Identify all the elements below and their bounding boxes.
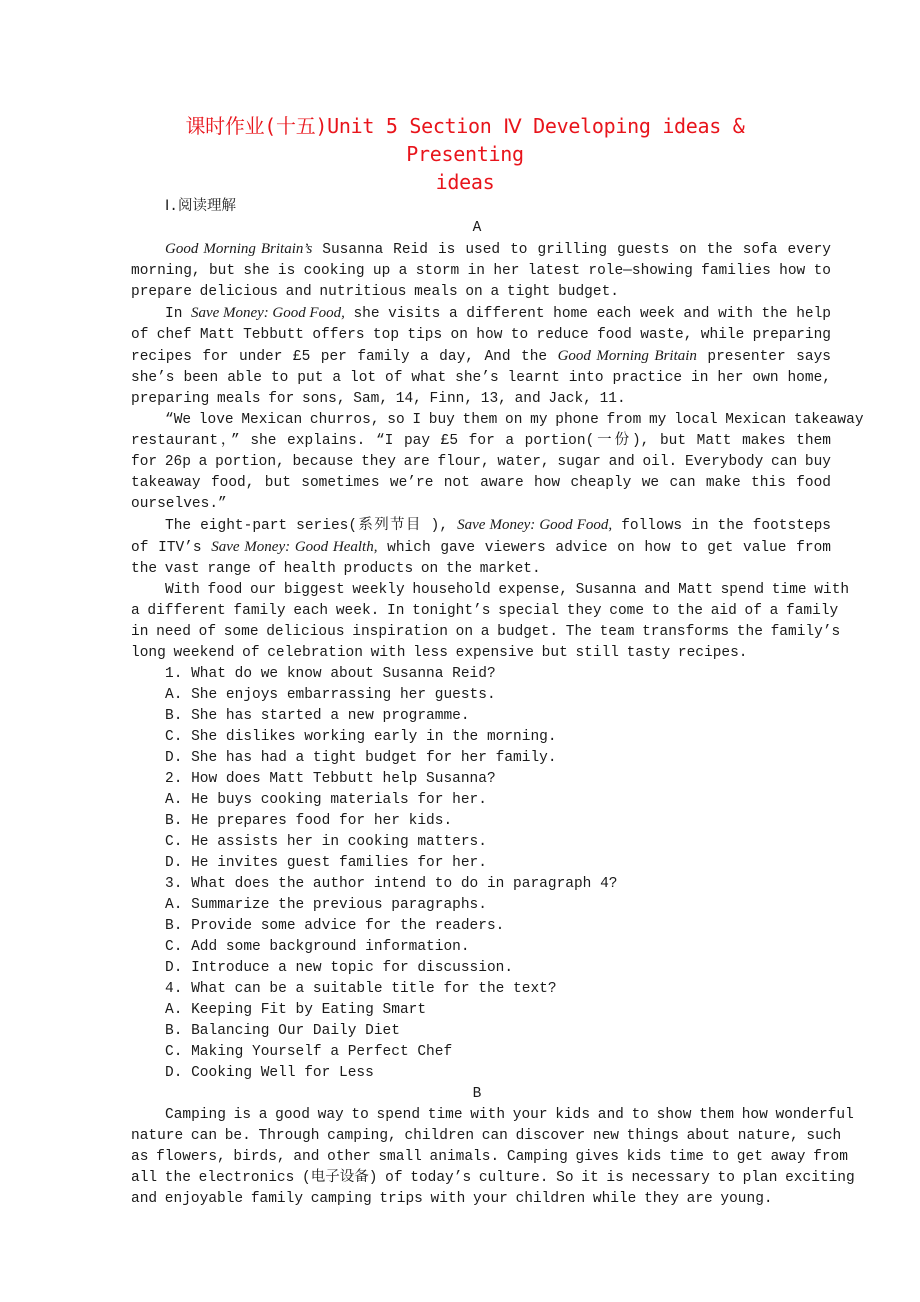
text-line [131, 559, 831, 580]
text-line [131, 368, 831, 389]
text-span: ourselves.” [131, 496, 227, 512]
italic-title-text: Save Money: Good Health, [211, 539, 378, 555]
text-line [131, 1189, 831, 1210]
text-span: she’s been able to put a lot of what she’s learnt into practice in her own home, [131, 370, 831, 386]
text-span: nature can be. Through camping, children can discover new things about nature, such [131, 1128, 842, 1144]
document-page [131, 112, 864, 1210]
passage-a-paragraph [131, 239, 831, 303]
text-line [131, 325, 831, 346]
italic-title-text: Save Money: Good Food, [191, 305, 345, 321]
passage-a-paragraph [131, 303, 831, 410]
answer-option: C. Add some background information. [165, 939, 470, 955]
answer-option: C. Making Yourself a Perfect Chef [165, 1044, 453, 1060]
answer-option: A. Keeping Fit by Eating Smart [165, 1002, 427, 1018]
text-line [131, 410, 864, 431]
text-line [131, 473, 831, 494]
question-stem: 3. What does the author intend to do in paragraph 4? [165, 876, 618, 892]
answer-option: D. Introduce a new topic for discussion. [165, 960, 514, 976]
passage-a-paragraph [131, 515, 831, 580]
text-span: she visits a different home each week and with the help [344, 306, 832, 322]
section-heading-reading: Ⅰ.阅读理解 [165, 199, 236, 215]
passage-b-body [131, 1105, 855, 1210]
passage-b-paragraph [131, 1105, 855, 1210]
text-line [131, 1168, 855, 1189]
text-span: in need of some delicious inspiration on a budget. The team transforms the family’s [131, 624, 841, 640]
text-line [131, 537, 831, 559]
passage-a-label: A [472, 220, 482, 236]
passage-a-paragraph [131, 580, 850, 664]
answer-option: B. He prepares food for her kids. [165, 813, 453, 829]
text-line [131, 622, 841, 643]
passage-a-paragraph [131, 410, 864, 515]
text-span: recipes for under £5 per family a day, And the [131, 349, 558, 365]
text-line [131, 303, 831, 325]
text-line [131, 643, 831, 664]
text-line [131, 239, 831, 261]
text-span: of ITV’s [131, 540, 212, 556]
text-span: presenter says [696, 349, 831, 365]
italic-title-text: Good Morning Britain [165, 241, 304, 257]
answer-option: A. Summarize the previous paragraphs. [165, 897, 487, 913]
answer-option: A. She enjoys embarrassing her guests. [165, 687, 496, 703]
text-span: the vast range of health products on the market. [131, 561, 541, 577]
text-span: restaurant，” she explains. “I pay £5 for a portion(一份), but Matt makes them [131, 433, 831, 449]
answer-option: C. She dislikes working early in the morning. [165, 729, 557, 745]
answer-option: D. He invites guest families for her. [165, 855, 487, 871]
answer-option: D. She has had a tight budget for her family. [165, 750, 557, 766]
answer-option: C. He assists her in cooking matters. [165, 834, 487, 850]
text-span: Susanna Reid is used to grilling guests on the sofa every [312, 242, 831, 258]
text-span: long weekend of celebration with less expensive but still tasty recipes. [131, 645, 748, 661]
text-span: as flowers, birds, and other small animals. Camping gives kids time to get away from [131, 1149, 848, 1165]
text-span: a different family each week. In tonight’s special they come to the aid of a family [131, 603, 839, 619]
title-line-1: 课时作业(十五)Unit 5 Section Ⅳ Developing ideas & Presenting [185, 114, 745, 166]
text-line [131, 1147, 848, 1168]
document-title [131, 112, 799, 196]
text-line [131, 1105, 854, 1126]
text-line [131, 452, 831, 473]
text-span: all the electronics (电子设备) of today’s culture. So it is necessary to plan exciting [131, 1170, 855, 1186]
text-span: morning, but she is cooking up a storm in her latest role—showing families how to [131, 263, 831, 279]
text-span: and enjoyable family camping trips with your children while they are young. [131, 1191, 773, 1207]
answer-option: B. She has started a new programme. [165, 708, 470, 724]
text-span: preparing meals for sons, Sam, 14, Finn, 13, and Jack, 11. [131, 391, 626, 407]
text-line [131, 515, 831, 537]
text-line [131, 346, 831, 368]
text-span: “We love Mexican churros, so I buy them on my phone from my local Mexican takeaway [165, 412, 864, 428]
text-line [131, 431, 831, 452]
text-line [131, 601, 839, 622]
passage-a-body [131, 239, 864, 664]
text-span: With food our biggest weekly household expense, Susanna and Matt spend time with [165, 582, 850, 598]
question-stem: 2. How does Matt Tebbutt help Susanna? [165, 771, 496, 787]
answer-option: A. He buys cooking materials for her. [165, 792, 487, 808]
answer-option: B. Provide some advice for the readers. [165, 918, 505, 934]
answer-option: D. Cooking Well for Less [165, 1065, 374, 1081]
text-span: for 26p a portion, because they are flour, water, sugar and oil. Everybody can buy [131, 454, 831, 470]
text-line [131, 494, 831, 515]
text-span: Camping is a good way to spend time with your kids and to show them how wonderful [165, 1107, 854, 1123]
text-line [131, 1126, 842, 1147]
text-span: prepare delicious and nutritious meals on a tight budget. [131, 284, 619, 300]
title-line-2: ideas [435, 170, 495, 194]
italic-title-text: Good Morning Britain [557, 348, 697, 364]
text-line [131, 580, 850, 601]
passage-b-label: B [472, 1086, 482, 1102]
italic-title-text: Save Money: Good Food, [457, 517, 613, 533]
text-span: of chef Matt Tebbutt offers top tips on how to reduce food waste, while preparing [131, 327, 831, 343]
text-line [131, 261, 831, 282]
text-line [131, 282, 831, 303]
text-span: which gave viewers advice on how to get value from [377, 540, 831, 556]
answer-option: B. Balancing Our Daily Diet [165, 1023, 400, 1039]
text-line [131, 389, 831, 410]
question-stem: 1. What do we know about Susanna Reid? [165, 666, 496, 682]
text-span: The eight-part series(系列节目 ), [165, 518, 458, 534]
text-span: follows in the footsteps [612, 518, 831, 534]
text-span: takeaway food, but sometimes we’re not aware how cheaply we can make this food [131, 475, 831, 491]
passage-a-questions [131, 664, 831, 1084]
italic-title-text: ’s [303, 241, 313, 257]
question-stem: 4. What can be a suitable title for the text? [165, 981, 557, 997]
text-span: In [165, 306, 192, 322]
